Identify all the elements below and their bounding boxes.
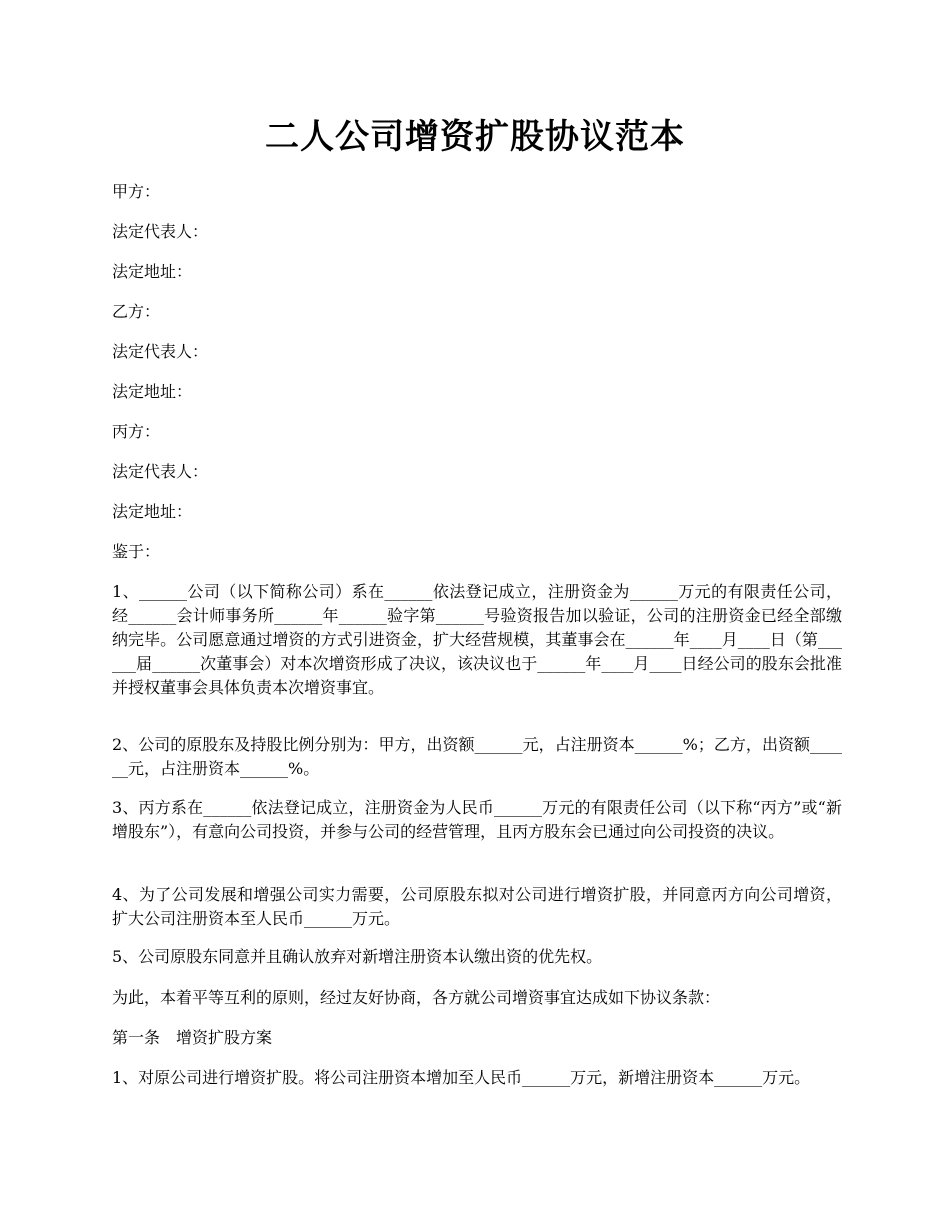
party-b-representative: 法定代表人： — [112, 342, 209, 361]
party-b-label: 乙方： — [112, 302, 161, 321]
party-a-label: 甲方： — [112, 182, 161, 201]
party-b-address: 法定地址： — [112, 382, 193, 401]
whereas-heading: 鉴于： — [112, 542, 161, 561]
recital-paragraph-5: 5、公司原股东同意并且确认放弃对新增注册资本认缴出资的优先权。 — [112, 947, 603, 966]
party-c-label: 丙方： — [112, 422, 161, 441]
party-a-address: 法定地址： — [112, 262, 193, 281]
article-1-item-1: 1、对原公司进行增资扩股。将公司注册资本增加至人民币______万元，新增注册资本______万元。 — [112, 1068, 811, 1087]
closing-statement: 为此，本着平等互利的原则，经过友好协商，各方就公司增资事宜达成如下协议条款： — [112, 988, 721, 1007]
recital-paragraph-1: 1、______公司（以下简称公司）系在______依法登记成立，注册资金为______万元的有限责任公司，经______会计师事务所______年______验字第______号验资报告加以验证，公司的注册资金已经全部缴纳完毕。公司愿意通过增资的方式引进资金，扩大经营规模，其董事会在______年____月____日（第______届______次董事会）对本次增资形成了决议，该决议也于______年____月____日经公司的股东会批准并授权董事会具体负责本次增资事宜。 — [112, 582, 842, 697]
recital-paragraph-4: 4、为了公司发展和增强公司实力需要，公司原股东拟对公司进行增资扩股，并同意丙方向公司增资，扩大公司注册资本至人民币______万元。 — [112, 885, 842, 928]
recital-paragraph-2: 2、公司的原股东及持股比例分别为：甲方，出资额______元，占注册资本______%；乙方，出资额______元，占注册资本______%。 — [112, 735, 842, 778]
party-a-representative: 法定代表人： — [112, 222, 209, 241]
party-c-representative: 法定代表人： — [112, 462, 209, 481]
party-c-address: 法定地址： — [112, 502, 193, 521]
article-1-heading: 第一条 增资扩股方案 — [112, 1028, 273, 1047]
recital-paragraph-3: 3、丙方系在______依法登记成立，注册资金为人民币______万元的有限责任公司（以下称“丙方”或“新增股东”），有意向公司投资，并参与公司的经营管理，且丙方股东会已通过向公司投资的决议。 — [112, 798, 842, 841]
document-title: 二人公司增资扩股协议范本 — [265, 117, 685, 157]
